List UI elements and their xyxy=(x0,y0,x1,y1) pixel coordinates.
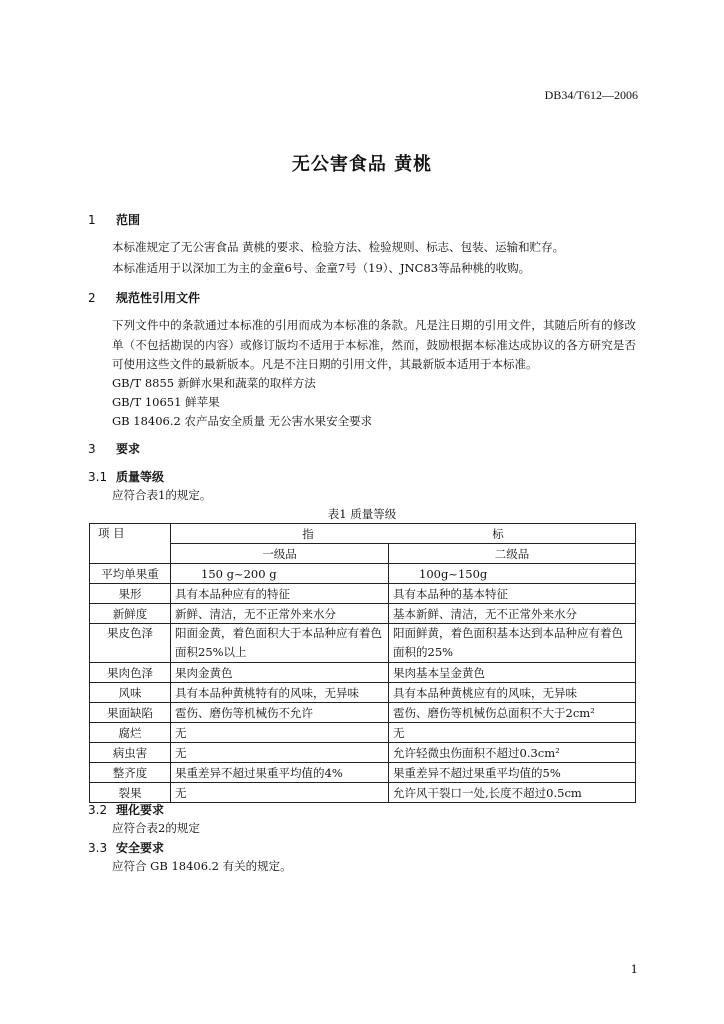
section-3-2-text: 应符合表2的规定 xyxy=(112,821,200,835)
section-1-title: 范围 xyxy=(116,213,141,227)
section-3-3-text: 应符合 GB 18406.2 有关的规定。 xyxy=(112,859,292,873)
section-3-1-text: 应符合表1的规定。 xyxy=(112,488,212,502)
section-3-title: 要求 xyxy=(116,442,141,456)
table-1-caption: 表1 质量等级 xyxy=(327,507,397,521)
row-item: 果面缺陷 xyxy=(90,703,171,723)
table-row xyxy=(90,723,636,743)
header-item: 项 目 xyxy=(90,524,171,564)
document-code: DB34/T612—2006 xyxy=(544,88,638,102)
page-number: 1 xyxy=(630,962,638,976)
row-grade-1: 新鲜、清洁，无不正常外来水分 xyxy=(171,604,389,624)
row-item: 新鲜度 xyxy=(90,604,171,624)
row-grade-2: 允许风干裂口一处,长度不超过0.5cm xyxy=(389,783,636,803)
header-index-b: 标 xyxy=(492,526,504,541)
row-item: 腐烂 xyxy=(90,723,171,743)
row-grade-2: 具有本品种黄桃应有的风味，无异味 xyxy=(389,683,636,703)
row-grade-2: 阳面鲜黄，着色面积基本达到本品种应有着色面积的25% xyxy=(389,624,636,663)
row-grade-2: 100g~150g xyxy=(389,564,636,584)
table-row xyxy=(90,584,636,604)
row-grade-2: 无 xyxy=(389,723,636,743)
page-title: 无公害食品 黄桃 xyxy=(291,154,433,175)
section-2-paragraph xyxy=(88,316,636,375)
section-3-2-number: 3.2 xyxy=(88,803,108,817)
row-grade-1: 无 xyxy=(171,723,389,743)
table-row xyxy=(90,624,636,663)
table-row xyxy=(90,703,636,723)
row-item: 平均单果重 xyxy=(90,564,171,584)
row-grade-1: 150 g~200 g xyxy=(171,564,389,584)
row-grade-2: 具有本品种的基本特征 xyxy=(389,584,636,604)
section-3-1-title: 质量等级 xyxy=(116,470,165,484)
section-2-number: 2 xyxy=(88,291,96,305)
row-grade-1: 果重差异不超过果重平均值的4% xyxy=(171,763,389,783)
section-3-3-number: 3.3 xyxy=(88,841,108,855)
reference-gb-18406-2: GB 18406.2 农产品安全质量 无公害水果安全要求 xyxy=(112,414,373,428)
reference-gbt-8855: GB/T 8855 新鲜水果和蔬菜的取样方法 xyxy=(112,376,316,390)
row-grade-2: 果肉基本呈金黄色 xyxy=(389,663,636,683)
header-index xyxy=(171,524,636,544)
row-item: 裂果 xyxy=(90,783,171,803)
section-3-3-title: 安全要求 xyxy=(116,841,165,855)
row-grade-1: 无 xyxy=(171,743,389,763)
section-1-line-1: 本标准规定了无公害食品 黄桃的要求、检验方法、检验规则、标志、包装、运输和贮存。 xyxy=(112,240,565,254)
row-grade-1: 阳面金黄，着色面积大于本品种应有着色面积25%以上 xyxy=(171,624,389,663)
section-3-1-heading xyxy=(88,468,164,485)
row-item: 整齐度 xyxy=(90,763,171,783)
header-grade-1: 一级品 xyxy=(171,544,389,564)
row-item: 风味 xyxy=(90,683,171,703)
row-item: 果肉色泽 xyxy=(90,663,171,683)
row-item: 果皮色泽 xyxy=(90,624,171,663)
table-row xyxy=(90,663,636,683)
section-2-title: 规范性引用文件 xyxy=(116,291,201,305)
row-grade-1: 雹伤、磨伤等机械伤不允许 xyxy=(171,703,389,723)
section-2-paragraph-text: 下列文件中的条款通过本标准的引用而成为本标准的条款。凡是注日期的引用文件，其随后所有的修改单（不包括勘误的内容）或修订版均不适用于本标准，然而，鼓励根据本标准达成协议的各方研究是否可使用这些文件的最新版本。凡是不注日期的引用文件，其最新版本适用于本标准。 xyxy=(112,318,636,371)
section-2-heading xyxy=(88,289,200,306)
header-grade-2: 二级品 xyxy=(389,544,636,564)
header-index-a: 指 xyxy=(302,526,314,541)
reference-gbt-10651: GB/T 10651 鲜苹果 xyxy=(112,395,220,409)
row-grade-1: 果肉金黄色 xyxy=(171,663,389,683)
row-grade-1: 具有本品种应有的特征 xyxy=(171,584,389,604)
row-grade-2: 果重差异不超过果重平均值的5% xyxy=(389,763,636,783)
row-grade-1: 无 xyxy=(171,783,389,803)
table-row xyxy=(90,683,636,703)
quality-grade-table xyxy=(89,523,636,803)
row-grade-2: 基本新鲜、清洁，无不正常外来水分 xyxy=(389,604,636,624)
table-row xyxy=(90,743,636,763)
section-3-2-heading xyxy=(88,801,164,818)
section-1-line-2: 本标准适用于以深加工为主的金童6号、金童7号（19）、JNC83等品种桃的收购。 xyxy=(112,261,531,275)
table-row xyxy=(90,564,636,584)
row-item: 病虫害 xyxy=(90,743,171,763)
section-1-number: 1 xyxy=(88,213,96,227)
section-3-2-title: 理化要求 xyxy=(116,803,165,817)
section-3-3-heading xyxy=(88,839,164,856)
table-row xyxy=(90,763,636,783)
table-row xyxy=(90,783,636,803)
section-3-heading xyxy=(88,440,140,457)
section-3-1-number: 3.1 xyxy=(88,470,108,484)
row-item: 果形 xyxy=(90,584,171,604)
row-grade-2: 雹伤、磨伤等机械伤总面积不大于2cm² xyxy=(389,703,636,723)
row-grade-1: 具有本品种黄桃特有的风味，无异味 xyxy=(171,683,389,703)
table-row xyxy=(90,604,636,624)
section-3-number: 3 xyxy=(88,442,96,456)
row-grade-2: 允许轻微虫伤面积不超过0.3cm² xyxy=(389,743,636,763)
section-1-heading xyxy=(88,211,140,228)
